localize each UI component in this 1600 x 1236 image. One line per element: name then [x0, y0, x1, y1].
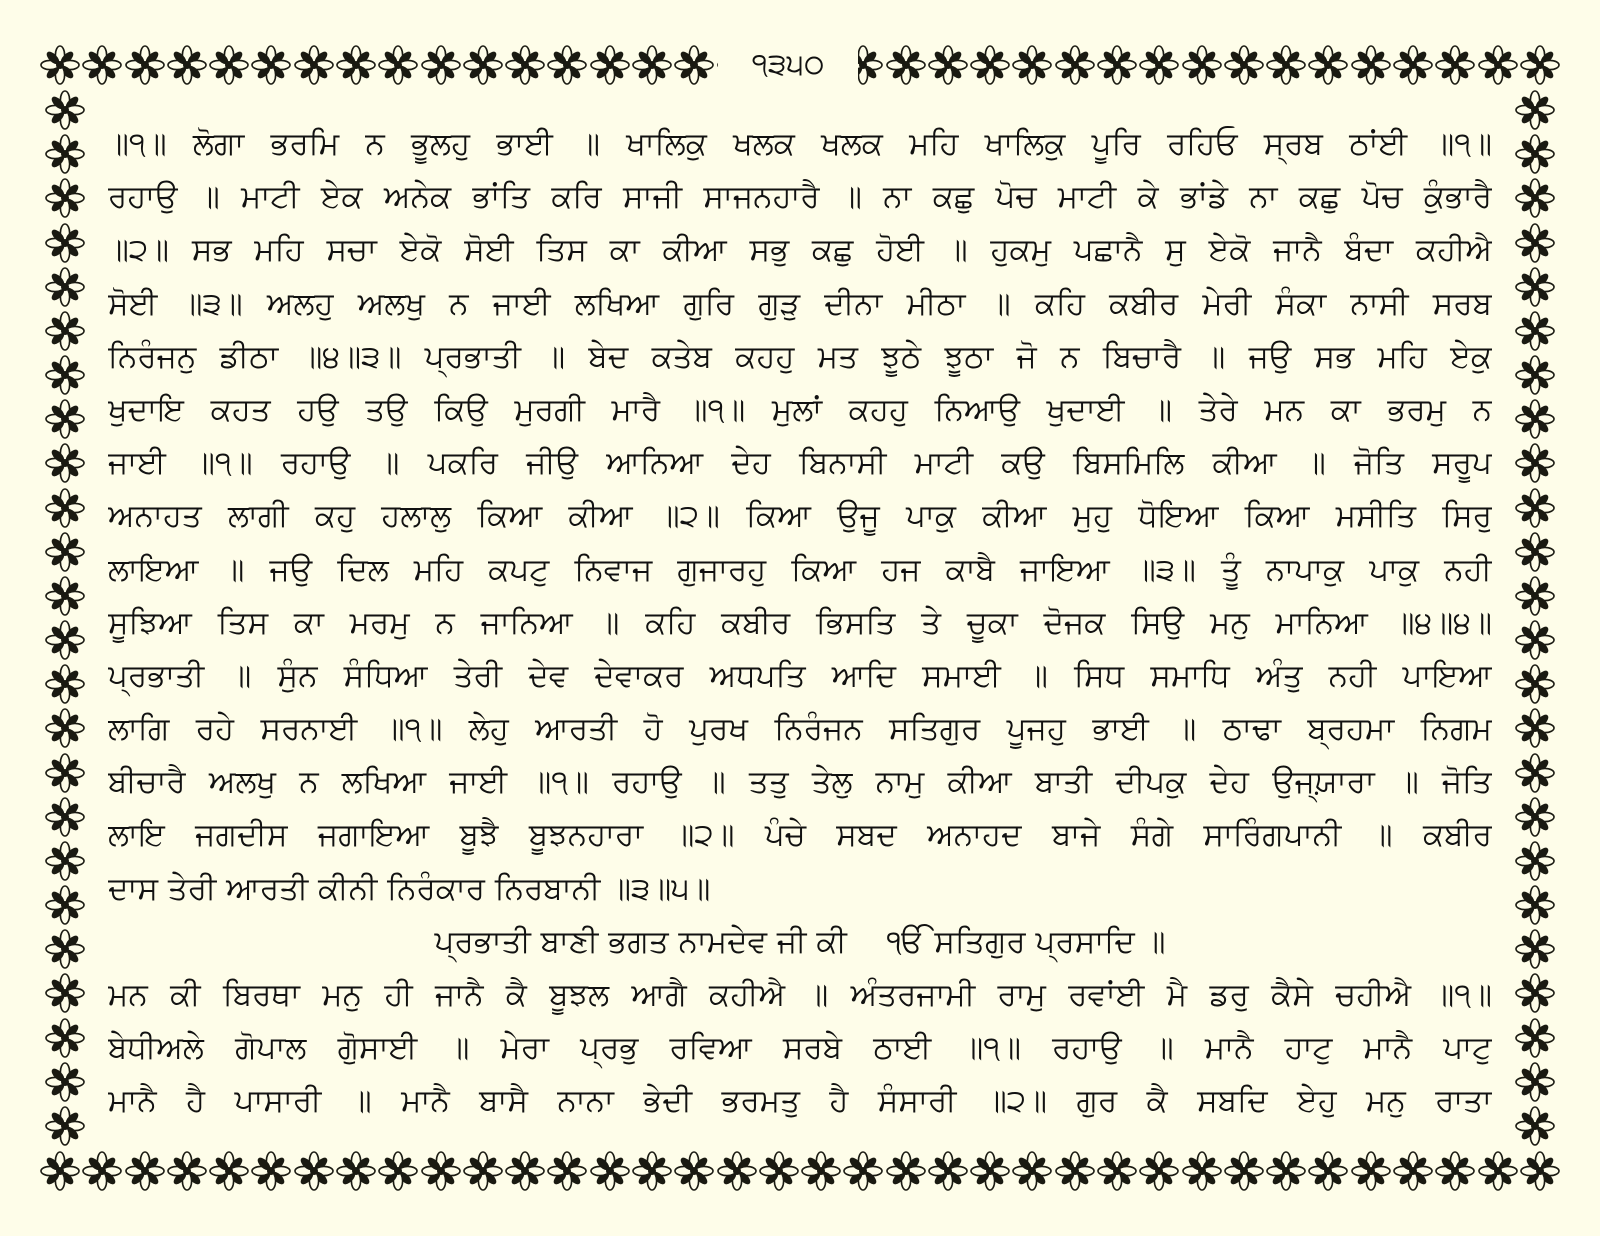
- flower-icon: [294, 45, 334, 85]
- flower-icon: [463, 45, 503, 85]
- verse-line: ਲਾਇ ਜਗਦੀਸ ਜਗਾਇਆ ਬੂਝੈ ਬੂਝਨਹਾਰਾ ॥੨॥ ਪੰਚੇ ਸਬਦ ਅਨਾਹਦ ਬਾਜੇ ਸੰਗੇ ਸਾਰਿੰਗਪਾਨੀ ॥ ਕਬੀਰ: [108, 817, 1492, 854]
- flower-icon: [45, 134, 85, 174]
- flower-icon: [1515, 1018, 1555, 1058]
- verse-line: ਖੁਦਾਇ ਕਹਤ ਹਉ ਤਉ ਕਿਉ ਮੁਰਗੀ ਮਾਰੈ ॥੧॥ ਮੁਲਾਂ ਕਹਹੁ ਨਿਆਉ ਖੁਦਾਈ ॥ ਤੇਰੇ ਮਨ ਕਾ ਭਰਮੁ ਨ: [108, 391, 1492, 428]
- flower-icon: [505, 45, 545, 85]
- flower-icon: [1515, 355, 1555, 395]
- verse-line: ਮਾਨੈ ਹੈ ਪਾਸਾਰੀ ॥ ਮਾਨੈ ਬਾਸੈ ਨਾਨਾ ਭੇਦੀ ਭਰਮਤੁ ਹੈ ਸੰਸਾਰੀ ॥੨॥ ਗੁਰ ਕੈ ਸਬਦਿ ਏਹੁ ਮਨੁ ਰਾਤਾ: [108, 1083, 1492, 1120]
- flower-icon: [632, 1151, 672, 1191]
- scripture-text: [108, 118, 1492, 1129]
- flower-icon: [167, 45, 207, 85]
- flower-icon: [1520, 1151, 1560, 1191]
- flower-icon: [590, 1151, 630, 1191]
- flower-icon: [970, 1151, 1010, 1191]
- flower-icon: [45, 1018, 85, 1058]
- flower-icon: [209, 1151, 249, 1191]
- verse-line: ॥੧॥ ਲੋਗਾ ਭਰਮਿ ਨ ਭੂਲਹੁ ਭਾਈ ॥ ਖਾਲਿਕੁ ਖਲਕ ਖਲਕ ਮਹਿ ਖਾਲਿਕੁ ਪੂਰਿ ਰਹਿਓ ਸ੍ਰਬ ਠਾਂਈ ॥੧॥: [108, 126, 1492, 162]
- flower-icon: [1224, 45, 1264, 85]
- flower-icon: [45, 399, 85, 439]
- verse-line: ਲਾਗਿ ਰਹੇ ਸਰਨਾਈ ॥੧॥ ਲੇਹੁ ਆਰਤੀ ਹੋ ਪੁਰਖ ਨਿਰੰਜਨ ਸਤਿਗੁਰ ਪੂਜਹੁ ਭਾਈ ॥ ਠਾਢਾ ਬ੍ਰਹਮਾ ਨਿਗਮ: [108, 711, 1492, 748]
- flower-icon: [1515, 753, 1555, 793]
- flower-icon: [1055, 45, 1095, 85]
- flower-icon: [928, 1151, 968, 1191]
- flower-icon: [45, 664, 85, 704]
- verse-line: ਸੂਝਿਆ ਤਿਸ ਕਾ ਮਰਮੁ ਨ ਜਾਨਿਆ ॥ ਕਹਿ ਕਬੀਰ ਭਿਸਤਿ ਤੇ ਚੂਕਾ ਦੋਜਕ ਸਿਉ ਮਨੁ ਮਾਨਿਆ ॥੪॥੪॥: [108, 604, 1492, 641]
- flower-icon: [45, 973, 85, 1013]
- flower-icon: [1515, 1062, 1555, 1102]
- flower-icon: [1515, 664, 1555, 704]
- flower-icon: [1012, 45, 1052, 85]
- flower-icon: [167, 1151, 207, 1191]
- flower-icon: [717, 1151, 757, 1191]
- flower-icon: [45, 355, 85, 395]
- flower-icon: [378, 1151, 418, 1191]
- flower-icon: [1515, 576, 1555, 616]
- flower-icon: [1515, 708, 1555, 748]
- flower-icon: [1308, 45, 1348, 85]
- flower-icon: [463, 1151, 503, 1191]
- flower-icon: [1139, 1151, 1179, 1191]
- flower-icon: [1097, 1151, 1137, 1191]
- flower-icon: [45, 620, 85, 660]
- verse-line: ਅਨਾਹਤ ਲਾਗੀ ਕਹੁ ਹਲਾਲੁ ਕਿਆ ਕੀਆ ॥੨॥ ਕਿਆ ਉਜੂ ਪਾਕੁ ਕੀਆ ਮੁਹੁ ਧੋਇਆ ਕਿਆ ਮਸੀਤਿ ਸਿਰੁ: [108, 498, 1492, 535]
- flower-icon: [45, 929, 85, 969]
- flower-icon: [1266, 1151, 1306, 1191]
- flower-icon: [45, 841, 85, 881]
- flower-icon: [45, 576, 85, 616]
- verse-line-end: ਦਾਸ ਤੇਰੀ ਆਰਤੀ ਕੀਨੀ ਨਿਰੰਕਾਰ ਨਿਰਬਾਨੀ ॥੩॥੫॥: [108, 870, 711, 907]
- flower-icon: [1515, 267, 1555, 307]
- flower-icon: [45, 223, 85, 263]
- verse-line: ਜਾਈ ॥੧॥ ਰਹਾਉ ॥ ਪਕਰਿ ਜੀਉ ਆਨਿਆ ਦੇਹ ਬਿਨਾਸੀ ਮਾਟੀ ਕਉ ਬਿਸਮਿਲਿ ਕੀਆ ॥ ਜੋਤਿ ਸਰੂਪ: [108, 445, 1492, 482]
- flower-icon: [336, 1151, 376, 1191]
- mool-mantar-invocation: ੴ ਸਤਿਗੁਰ ਪ੍ਰਸਾਦਿ ॥: [886, 923, 1166, 960]
- flower-icon: [1515, 443, 1555, 483]
- flower-icon: [505, 1151, 545, 1191]
- flower-icon: [45, 267, 85, 307]
- verse-line: ਮਨ ਕੀ ਬਿਰਥਾ ਮਨੁ ਹੀ ਜਾਨੈ ਕੈ ਬੂਝਲ ਆਗੈ ਕਹੀਐ ॥ ਅੰਤਰਜਾਮੀ ਰਾਮੁ ਰਵਾਂਈ ਮੈ ਡਰੁ ਕੈਸੇ ਚਹੀਐ ॥੧॥: [108, 977, 1492, 1013]
- flower-icon: [886, 45, 926, 85]
- flower-icon: [547, 1151, 587, 1191]
- flower-icon: [674, 1151, 714, 1191]
- flower-icon: [1515, 223, 1555, 263]
- flower-icon: [45, 797, 85, 837]
- flower-icon: [1055, 1151, 1095, 1191]
- flower-icon: [1515, 532, 1555, 572]
- flower-icon: [45, 311, 85, 351]
- flower-icon: [970, 45, 1010, 85]
- flower-icon: [1515, 620, 1555, 660]
- flower-icon: [674, 45, 714, 85]
- flower-icon: [1097, 45, 1137, 85]
- verse-line: ਪ੍ਰਭਾਤੀ ॥ ਸੁੰਨ ਸੰਧਿਆ ਤੇਰੀ ਦੇਵ ਦੇਵਾਕਰ ਅਧਪਤਿ ਆਦਿ ਸਮਾਈ ॥ ਸਿਧ ਸਮਾਧਿ ਅੰਤੁ ਨਹੀ ਪਾਇਆ: [108, 657, 1492, 694]
- flower-icon: [294, 1151, 334, 1191]
- heading-title: ਪ੍ਰਭਾਤੀ ਬਾਣੀ ਭਗਤ ਨਾਮਦੇਵ ਜੀ ਕੀ: [434, 923, 847, 960]
- flower-icon: [1224, 1151, 1264, 1191]
- flower-icon: [421, 45, 461, 85]
- flower-icon: [82, 1151, 122, 1191]
- flower-icon: [1515, 134, 1555, 174]
- flower-icon: [45, 1106, 85, 1146]
- flower-icon: [1478, 45, 1518, 85]
- flower-icon: [40, 45, 80, 85]
- flower-icon: [1515, 178, 1555, 218]
- flower-icon: [1478, 1151, 1518, 1191]
- flower-icon: [1182, 1151, 1222, 1191]
- flower-icon: [45, 885, 85, 925]
- verse-line: ਸੋਈ ॥੩॥ ਅਲਹੁ ਅਲਖੁ ਨ ਜਾਈ ਲਖਿਆ ਗੁਰਿ ਗੁੜੁ ਦੀਨਾ ਮੀਠਾ ॥ ਕਹਿ ਕਬੀਰ ਮੇਰੀ ਸੰਕਾ ਨਾਸੀ ਸਰਬ: [108, 285, 1492, 322]
- flower-icon: [1515, 90, 1555, 130]
- flower-icon: [1266, 45, 1306, 85]
- flower-icon: [45, 90, 85, 130]
- flower-icon: [1012, 1151, 1052, 1191]
- flower-icon: [1351, 45, 1391, 85]
- flower-icon: [759, 1151, 799, 1191]
- flower-icon: [1515, 488, 1555, 528]
- flower-icon: [886, 1151, 926, 1191]
- flower-icon: [1308, 1151, 1348, 1191]
- flower-icon: [928, 45, 968, 85]
- flower-icon: [547, 45, 587, 85]
- flower-icon: [632, 45, 672, 85]
- verse-line: ॥੨॥ ਸਭ ਮਹਿ ਸਚਾ ਏਕੋ ਸੋਈ ਤਿਸ ਕਾ ਕੀਆ ਸਭੁ ਕਛੁ ਹੋਈ ॥ ਹੁਕਮੁ ਪਛਾਨੈ ਸੁ ਏਕੋ ਜਾਨੈ ਬੰਦਾ ਕਹੀਐ: [108, 232, 1492, 269]
- section-heading: [108, 916, 1492, 969]
- flower-icon: [1393, 1151, 1433, 1191]
- flower-icon: [45, 753, 85, 793]
- flower-icon: [1520, 45, 1560, 85]
- flower-icon: [1515, 885, 1555, 925]
- flower-icon: [1515, 973, 1555, 1013]
- flower-icon: [378, 45, 418, 85]
- flower-icon: [1515, 311, 1555, 351]
- verse-line: ਨਿਰੰਜਨੁ ਡੀਠਾ ॥੪॥੩॥ ਪ੍ਰਭਾਤੀ ॥ ਬੇਦ ਕਤੇਬ ਕਹਹੁ ਮਤ ਝੂਠੇ ਝੂਠਾ ਜੋ ਨ ਬਿਚਾਰੈ ॥ ਜਉ ਸਭ ਮਹਿ ਏਕੁ: [108, 338, 1492, 375]
- flower-icon: [45, 178, 85, 218]
- flower-icon: [801, 1151, 841, 1191]
- verse-line: ਲਾਇਆ ॥ ਜਉ ਦਿਲ ਮਹਿ ਕਪਟੁ ਨਿਵਾਜ ਗੁਜਾਰਹੁ ਕਿਆ ਹਜ ਕਾਬੈ ਜਾਇਆ ॥੩॥ ਤੂੰ ਨਾਪਾਕੁ ਪਾਕੁ ਨਹੀ: [108, 551, 1492, 588]
- flower-icon: [45, 443, 85, 483]
- flower-icon: [251, 45, 291, 85]
- flower-icon: [1435, 45, 1475, 85]
- page-number: ੧੩੫੦: [751, 47, 825, 82]
- flower-icon: [336, 45, 376, 85]
- flower-icon: [1515, 841, 1555, 881]
- flower-icon: [45, 1062, 85, 1102]
- flower-icon: [1139, 45, 1179, 85]
- border-right: [1510, 90, 1560, 1146]
- border-bottom: [40, 1146, 1560, 1196]
- flower-icon: [843, 1151, 883, 1191]
- flower-icon: [1515, 1106, 1555, 1146]
- verse-line: ਬੀਚਾਰੈ ਅਲਖੁ ਨ ਲਖਿਆ ਜਾਈ ॥੧॥ ਰਹਾਉ ॥ ਤਤੁ ਤੇਲੁ ਨਾਮੁ ਕੀਆ ਬਾਤੀ ਦੀਪਕੁ ਦੇਹ ਉਜ੍ਯ਼ਾਰਾ ॥ ਜੋਤਿ: [108, 764, 1492, 801]
- flower-icon: [1182, 45, 1222, 85]
- flower-icon: [209, 45, 249, 85]
- verse-line: ਬੇਧੀਅਲੇ ਗੋਪਾਲ ਗੋੁਸਾਈ ॥ ਮੇਰਾ ਪ੍ਰਭੁ ਰਵਿਆ ਸਰਬੇ ਠਾਈ ॥੧॥ ਰਹਾਉ ॥ ਮਾਨੈ ਹਾਟੁ ਮਾਨੈ ਪਾਟੁ: [108, 1030, 1492, 1067]
- flower-icon: [1515, 797, 1555, 837]
- flower-icon: [40, 1151, 80, 1191]
- flower-icon: [1435, 1151, 1475, 1191]
- flower-icon: [1393, 45, 1433, 85]
- flower-icon: [1515, 399, 1555, 439]
- flower-icon: [45, 532, 85, 572]
- flower-icon: [45, 488, 85, 528]
- verse-line: ਰਹਾਉ ॥ ਮਾਟੀ ਏਕ ਅਨੇਕ ਭਾਂਤਿ ਕਰਿ ਸਾਜੀ ਸਾਜਨਹਾਰੈ ॥ ਨਾ ਕਛੁ ਪੋਚ ਮਾਟੀ ਕੇ ਭਾਂਡੇ ਨਾ ਕਛੁ ਪੋਚ ਕੁੰਭਾਰੈ: [108, 179, 1492, 216]
- border-left: [40, 90, 90, 1146]
- flower-icon: [1515, 929, 1555, 969]
- flower-icon: [251, 1151, 291, 1191]
- flower-icon: [45, 708, 85, 748]
- flower-icon: [1351, 1151, 1391, 1191]
- flower-icon: [125, 1151, 165, 1191]
- flower-icon: [421, 1151, 461, 1191]
- flower-icon: [125, 45, 165, 85]
- flower-icon: [590, 45, 630, 85]
- flower-icon: [82, 45, 122, 85]
